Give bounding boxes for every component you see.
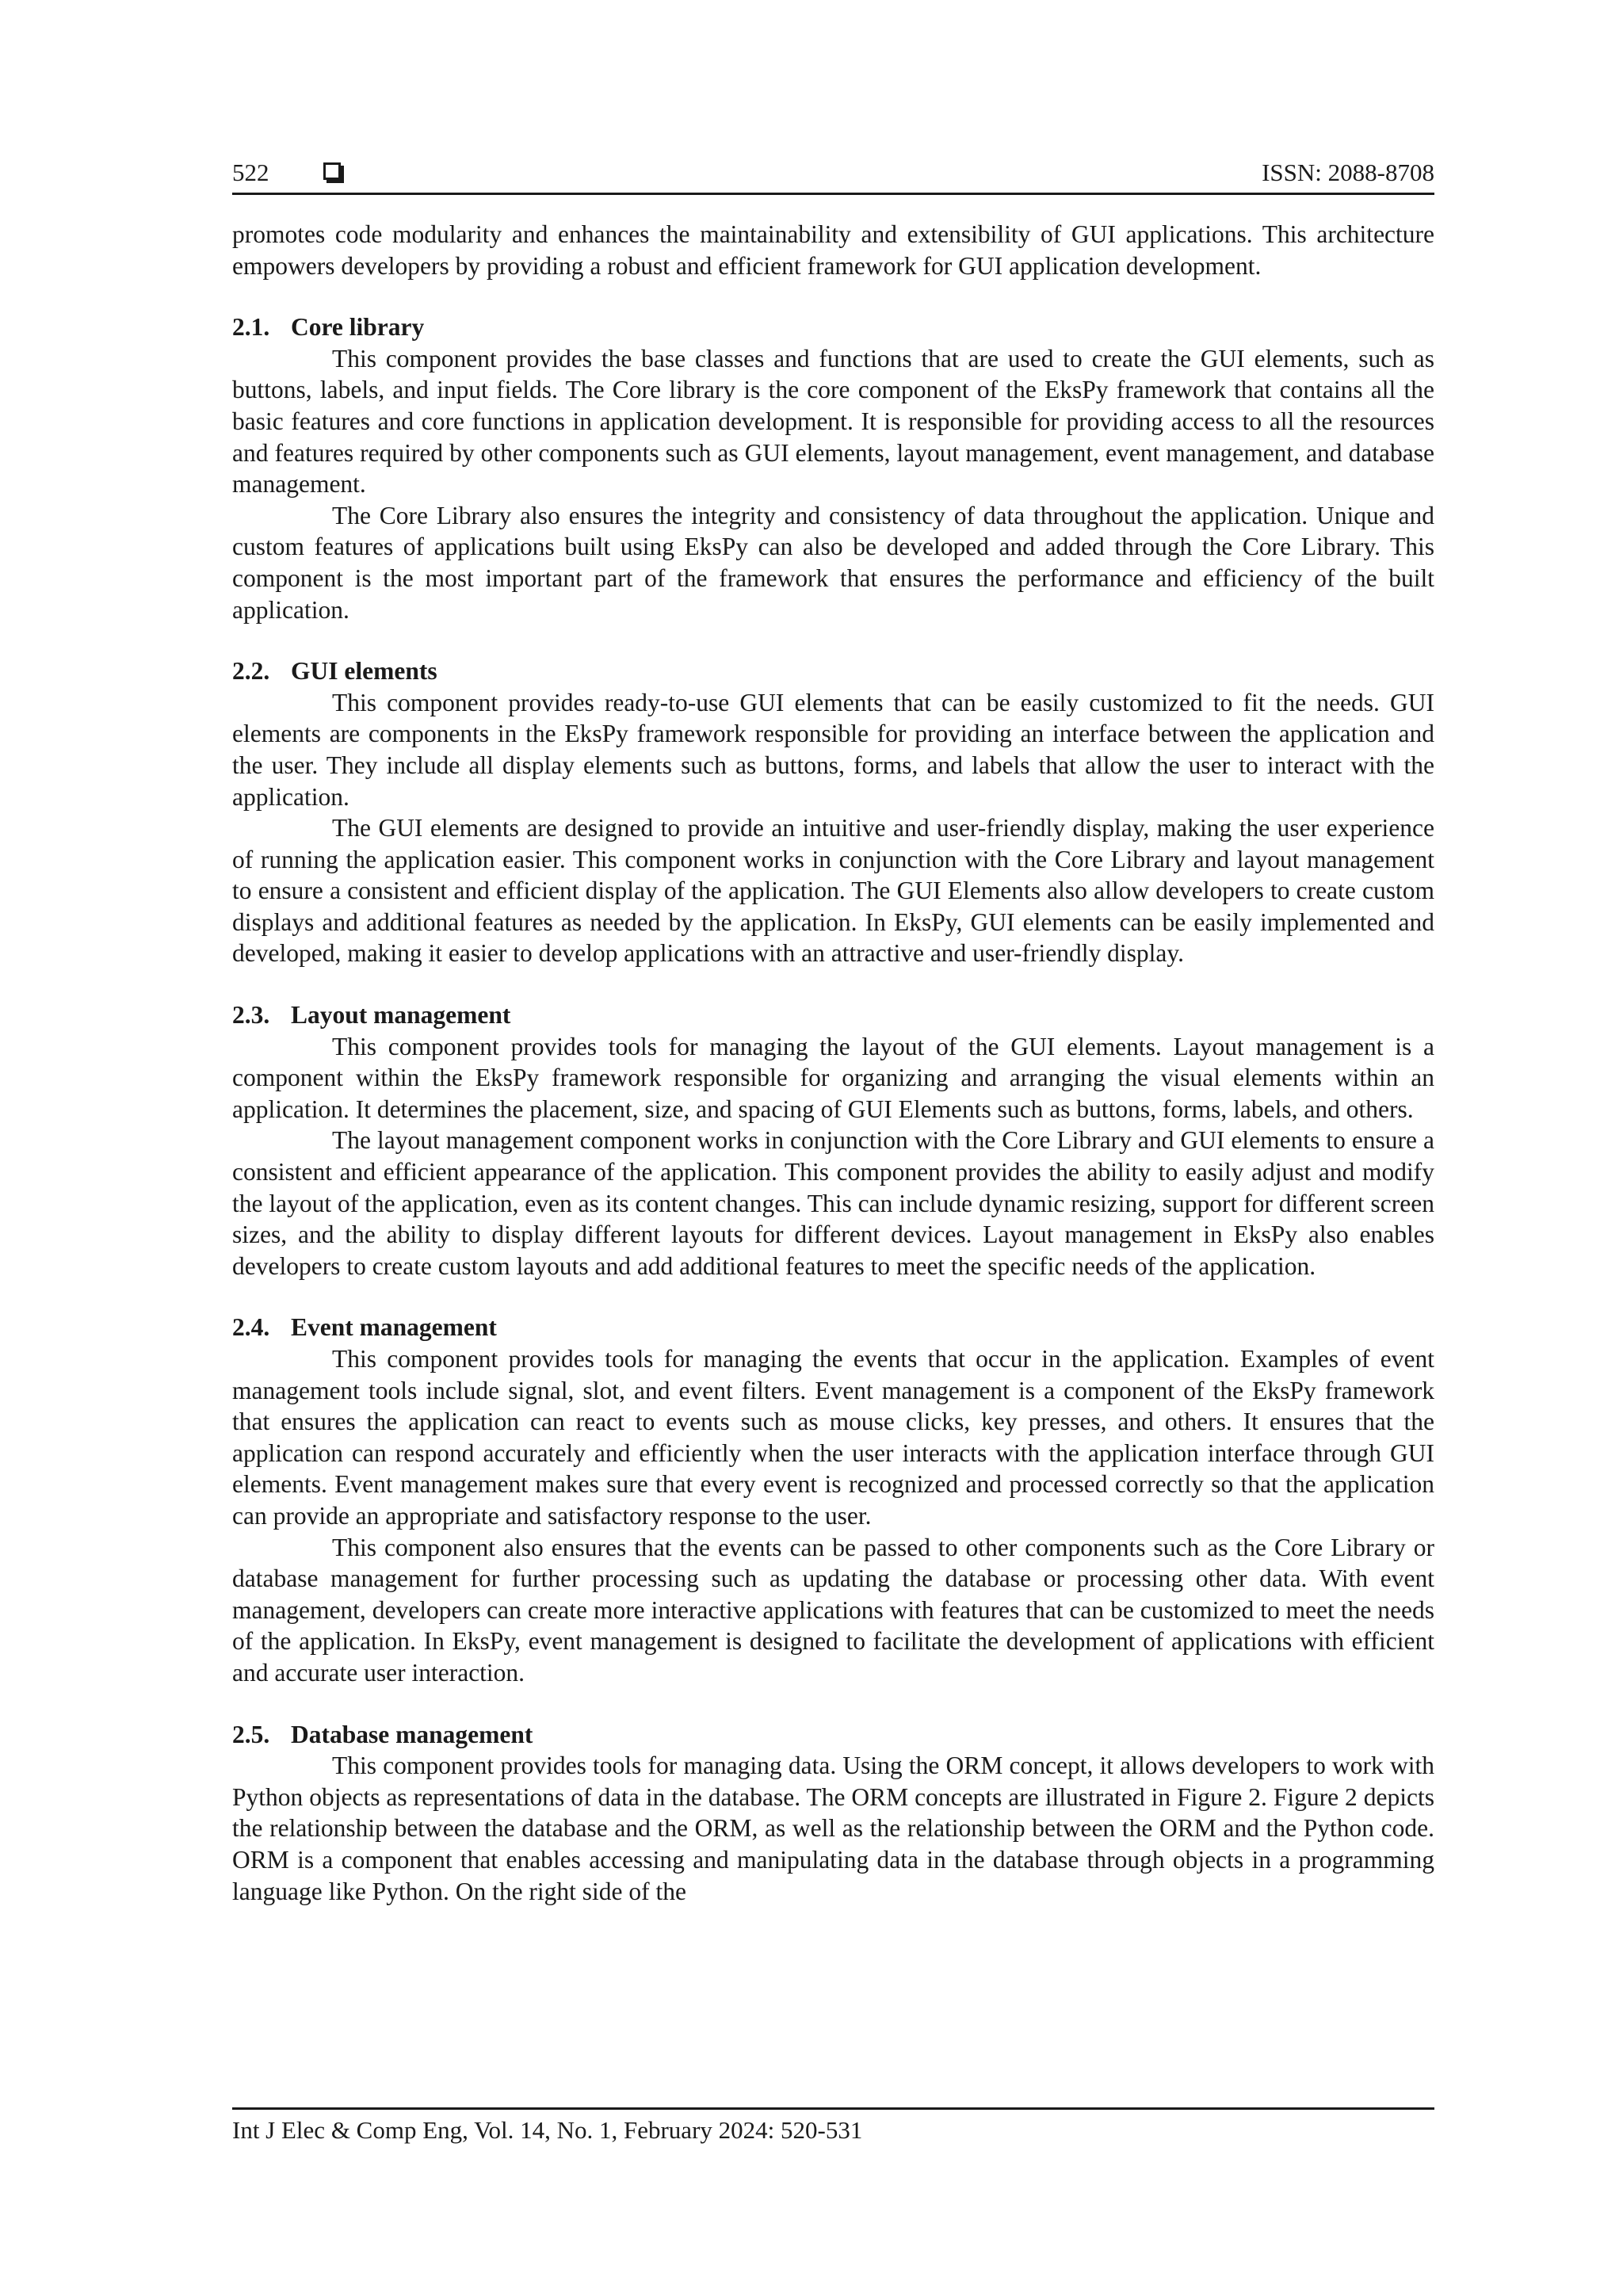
section-title: Core library: [291, 313, 425, 342]
article-body: [232, 219, 1434, 1907]
section-heading: [232, 1719, 1434, 1751]
section-number: 2.1.: [232, 313, 270, 342]
section-database-management: [232, 1719, 1434, 1908]
paper-page: [232, 0, 1434, 2296]
section-paragraph: This component provides tools for managing the layout of the GUI elements. Layout management is a component within the EksPy framework responsible for organizing and arranging the visual elements within an application. It determines the placement, size, and spacing of GUI Elements such as buttons, forms, labels, and others.: [232, 1032, 1434, 1123]
intro-paragraph: promotes code modularity and enhances the maintainability and extensibility of GUI applications. This architecture empowers developers by providing a robust and efficient framework for GUI application development.: [232, 220, 1434, 280]
page-number: 522: [232, 159, 269, 186]
section-core-library: [232, 311, 1434, 625]
section-title: Event management: [291, 1313, 497, 1342]
section-number: 2.3.: [232, 1001, 270, 1030]
section-paragraph: This component provides tools for managing data. Using the ORM concept, it allows developers to work with Python objects as representations of data in the database. The ORM concepts are illustrated in Figure 2. Figure 2 depicts the relationship between the database and the ORM, as well as the relationship between the ORM and the Python code. ORM is a component that enables accessing and manipulating data in the database through objects in a programming language like Python. On the right side of the: [232, 1752, 1434, 1905]
section-paragraph: This component also ensures that the events can be passed to other components such as the Core Library or database management for further processing such as updating the database or processing other data. With event management, developers can create more interactive applications with features that can be customized to meet the needs of the application. In EksPy, event management is designed to facilitate the development of applications with efficient and accurate user interaction.: [232, 1533, 1434, 1687]
footer-citation: Int J Elec & Comp Eng, Vol. 14, No. 1, February 2024: 520-531: [232, 2116, 863, 2144]
section-heading: [232, 655, 1434, 687]
header-divider: [232, 193, 1434, 195]
section-gui-elements: [232, 655, 1434, 969]
section-title: Database management: [291, 1720, 533, 1748]
section-number: 2.4.: [232, 1313, 270, 1342]
section-paragraph: The layout management component works in conjunction with the Core Library and GUI elements to ensure a consistent and efficient appearance of the application. This component provides the ability to easily adjust and modify the layout of the application, even as its content changes. This can include dynamic resizing, support for different screen sizes, and the ability to display different layouts for different devices. Layout management in EksPy also enables developers to create custom layouts and add additional features to meet the specific needs of the application.: [232, 1126, 1434, 1280]
section-title: Layout management: [291, 1001, 511, 1030]
section-paragraph: This component provides ready-to-use GUI elements that can be easily customized to fit the needs. GUI elements are components in the EksPy framework responsible for providing an interface between the application and the user. They include all display elements such as buttons, forms, and labels that allow the user to interact with the application.: [232, 688, 1434, 811]
section-paragraph: The GUI elements are designed to provide an intuitive and user-friendly display, making the user experience of running the application easier. This component works in conjunction with the Core Library and layout management to ensure a consistent and efficient display of the application. The GUI Elements also allow developers to create custom displays and additional features as needed by the application. In EksPy, GUI elements can be easily implemented and developed, making it easier to develop applications with an attractive and user-friendly display.: [232, 814, 1434, 968]
footer-divider: [232, 2107, 1434, 2110]
section-paragraph: This component provides tools for managing the events that occur in the application. Examples of event management tools include signal, slot, and event filters. Event management is a component of the EksPy framework that ensures the application can react to events such as mouse clicks, key presses, and others. It ensures that the application can respond accurately and efficiently when the user interacts with the application interface through GUI elements. Event management makes sure that every event is recognized and processed correctly so that the application can provide an appropriate and satisfactory response to the user.: [232, 1345, 1434, 1530]
section-heading: [232, 1312, 1434, 1343]
section-paragraph: This component provides the base classes and functions that are used to create the GUI elements, such as buttons, labels, and input fields. The Core library is the core component of the EksPy framework that contains all the basic features and core functions in application development. It is responsible for providing access to all the resources and features required by other components such as GUI elements, layout management, event management, and database management.: [232, 344, 1434, 499]
checkbox-ornament-icon: [323, 162, 341, 180]
section-heading: [232, 999, 1434, 1031]
section-event-management: [232, 1312, 1434, 1688]
section-heading: [232, 311, 1434, 343]
page-header: [232, 155, 1434, 190]
issn-label: ISSN: 2088-8708: [1262, 159, 1434, 186]
section-title: GUI elements: [291, 657, 437, 686]
section-layout-management: [232, 999, 1434, 1282]
section-number: 2.5.: [232, 1720, 270, 1748]
section-number: 2.2.: [232, 657, 270, 686]
section-paragraph: The Core Library also ensures the integrity and consistency of data throughout the application. Unique and custom features of applications built using EksPy can also be developed and added through the Core Library. This component is the most important part of the framework that ensures the performance and efficiency of the built application.: [232, 501, 1434, 624]
